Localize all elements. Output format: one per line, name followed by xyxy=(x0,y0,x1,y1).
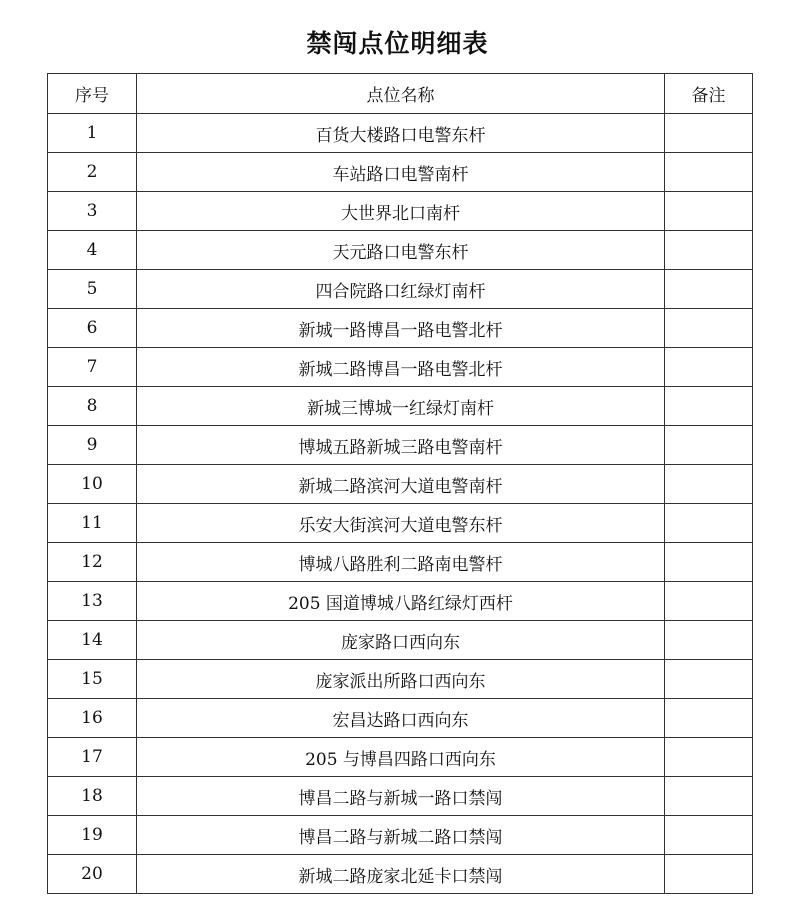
cell-seq: 18 xyxy=(48,777,137,816)
cell-note xyxy=(665,699,753,738)
table-row xyxy=(48,543,753,582)
page-title: 禁闯点位明细表 xyxy=(306,29,489,58)
cell-seq: 3 xyxy=(48,192,137,231)
table-row xyxy=(48,192,753,231)
cell-name: 乐安大街滨河大道电警东杆 xyxy=(137,504,665,543)
table-row xyxy=(48,153,753,192)
cell-note xyxy=(665,621,753,660)
cell-note xyxy=(665,348,753,387)
table-row xyxy=(48,387,753,426)
cell-note xyxy=(665,777,753,816)
table-row xyxy=(48,114,753,153)
table-row xyxy=(48,465,753,504)
cell-note xyxy=(665,855,753,894)
table-row xyxy=(48,348,753,387)
cell-name: 博昌二路与新城二路口禁闯 xyxy=(137,816,665,855)
cell-name: 新城二路博昌一路电警北杆 xyxy=(137,348,665,387)
cell-note xyxy=(665,153,753,192)
table-row xyxy=(48,231,753,270)
cell-note xyxy=(665,465,753,504)
cell-note xyxy=(665,543,753,582)
table-row xyxy=(48,855,753,894)
cell-name: 新城二路庞家北延卡口禁闯 xyxy=(137,855,665,894)
cell-note xyxy=(665,114,753,153)
cell-seq: 16 xyxy=(48,699,137,738)
detail-table xyxy=(47,73,753,894)
cell-seq: 1 xyxy=(48,114,137,153)
cell-note xyxy=(665,660,753,699)
table-row xyxy=(48,504,753,543)
table-row xyxy=(48,777,753,816)
cell-name: 博昌二路与新城一路口禁闯 xyxy=(137,777,665,816)
cell-seq: 15 xyxy=(48,660,137,699)
cell-note xyxy=(665,387,753,426)
cell-name: 宏昌达路口西向东 xyxy=(137,699,665,738)
cell-name: 新城三博城一红绿灯南杆 xyxy=(137,387,665,426)
cell-note xyxy=(665,426,753,465)
header-name: 点位名称 xyxy=(137,74,665,114)
cell-seq: 17 xyxy=(48,738,137,777)
cell-seq: 13 xyxy=(48,582,137,621)
cell-seq: 4 xyxy=(48,231,137,270)
cell-name: 新城二路滨河大道电警南杆 xyxy=(137,465,665,504)
cell-note xyxy=(665,504,753,543)
table-row xyxy=(48,426,753,465)
table-row xyxy=(48,816,753,855)
cell-seq: 10 xyxy=(48,465,137,504)
cell-note xyxy=(665,231,753,270)
table-row xyxy=(48,699,753,738)
cell-seq: 19 xyxy=(48,816,137,855)
cell-note xyxy=(665,270,753,309)
cell-seq: 2 xyxy=(48,153,137,192)
header-seq: 序号 xyxy=(48,74,137,114)
cell-name: 205 与博昌四路口西向东 xyxy=(137,738,665,777)
header-note: 备注 xyxy=(665,74,753,114)
cell-note xyxy=(665,582,753,621)
cell-seq: 6 xyxy=(48,309,137,348)
table-row xyxy=(48,621,753,660)
table-header-row xyxy=(48,74,753,114)
cell-name: 百货大楼路口电警东杆 xyxy=(137,114,665,153)
cell-seq: 20 xyxy=(48,855,137,894)
cell-note xyxy=(665,309,753,348)
table-row xyxy=(48,660,753,699)
cell-name: 天元路口电警东杆 xyxy=(137,231,665,270)
cell-note xyxy=(665,192,753,231)
cell-name: 庞家派出所路口西向东 xyxy=(137,660,665,699)
cell-seq: 9 xyxy=(48,426,137,465)
cell-name: 车站路口电警南杆 xyxy=(137,153,665,192)
table-body xyxy=(48,114,753,894)
cell-seq: 8 xyxy=(48,387,137,426)
cell-seq: 12 xyxy=(48,543,137,582)
cell-name: 博城五路新城三路电警南杆 xyxy=(137,426,665,465)
cell-seq: 11 xyxy=(48,504,137,543)
cell-seq: 5 xyxy=(48,270,137,309)
cell-name: 205 国道博城八路红绿灯西杆 xyxy=(137,582,665,621)
cell-note xyxy=(665,738,753,777)
cell-name: 博城八路胜利二路南电警杆 xyxy=(137,543,665,582)
cell-seq: 7 xyxy=(48,348,137,387)
cell-note xyxy=(665,816,753,855)
table-row xyxy=(48,738,753,777)
table-row xyxy=(48,309,753,348)
cell-name: 庞家路口西向东 xyxy=(137,621,665,660)
cell-seq: 14 xyxy=(48,621,137,660)
cell-name: 新城一路博昌一路电警北杆 xyxy=(137,309,665,348)
cell-name: 四合院路口红绿灯南杆 xyxy=(137,270,665,309)
table-row xyxy=(48,582,753,621)
table-row xyxy=(48,270,753,309)
cell-name: 大世界北口南杆 xyxy=(137,192,665,231)
